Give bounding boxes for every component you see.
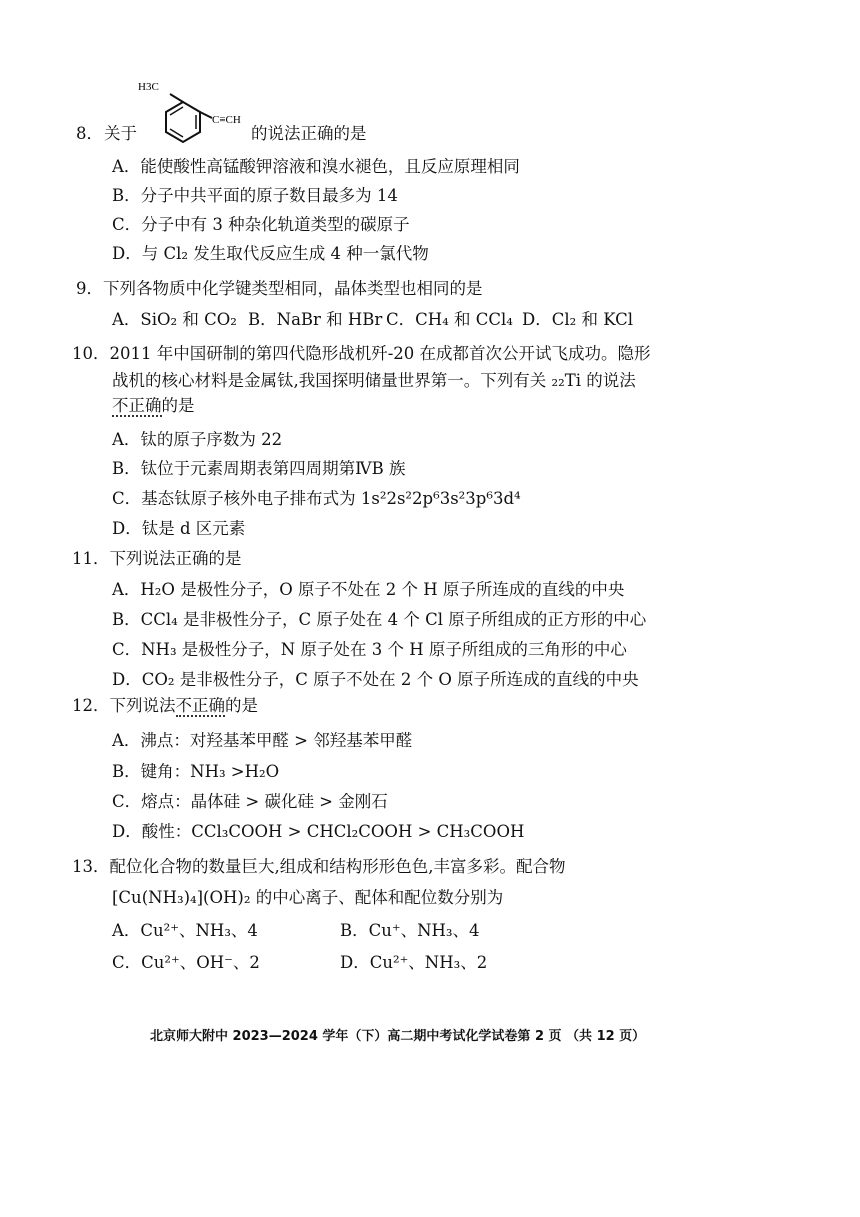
q9-option-d: D．Cl₂ 和 KCl xyxy=(522,310,634,329)
q8-number: 8． xyxy=(76,124,103,143)
q8-alkyne-label: C≡CH xyxy=(212,114,241,126)
q10-option-c: C．基态钛原子核外电子排布式为 1s²2s²2p⁶3s²3p⁶3d⁴ xyxy=(112,489,521,508)
q12-negation-emphasis: 不正确 xyxy=(175,696,225,715)
page-footer: 北京师大附中 2023—2024 学年（下）高二期中考试化学试卷第 2 页 （共 12 页） xyxy=(150,1029,646,1044)
q10-option-d: D．钛是 d 区元素 xyxy=(112,519,246,538)
q10-stem-line1: 10．2011 年中国研制的第四代隐形战机歼-20 在成都首次公开试飞成功。隐形 xyxy=(72,344,651,363)
methyl-bond xyxy=(170,94,183,102)
q12-option-c: C．熔点：晶体硅 > 碳化硅 > 金刚石 xyxy=(112,792,388,811)
q12-option-b: B．键角：NH₃ >H₂O xyxy=(112,762,280,781)
q8-option-a: A．能使酸性高锰酸钾溶液和溴水褪色，且反应原理相同 xyxy=(112,157,520,176)
q8-option-d: D．与 Cl₂ 发生取代反应生成 4 种一氯代物 xyxy=(112,244,429,263)
q10-option-a: A．钛的原子序数为 22 xyxy=(112,430,283,449)
q13-option-d: D．Cu²⁺、NH₃、2 xyxy=(340,953,488,972)
q10-stem-line2: 战机的核心材料是金属钛,我国探明储量世界第一。下列有关 ₂₂Ti 的说法 xyxy=(112,371,636,390)
q8-stem-post: 的说法正确的是 xyxy=(251,124,367,143)
q9-stem: 9．下列各物质中化学键类型相同，晶体类型也相同的是 xyxy=(76,279,483,298)
q12-option-d: D．酸性：CCl₃COOH > CHCl₂COOH > CH₃COOH xyxy=(112,822,525,841)
q11-option-a: A．H₂O 是极性分子，O 原子不处在 2 个 H 原子所连成的直线的中央 xyxy=(112,580,625,599)
q13-stem-line2: [Cu(NH₃)₄](OH)₂ 的中心离子、配体和配位数分别为 xyxy=(112,888,504,907)
q12-stem: 12．下列说法不正确的是 xyxy=(72,696,258,715)
q12-option-a: A．沸点：对羟基苯甲醛 > 邻羟基苯甲醛 xyxy=(112,731,413,750)
q9-option-c: C．CH₄ 和 CCl₄ xyxy=(386,310,513,329)
alkyne-bond xyxy=(200,112,212,118)
q9-option-b: B．NaBr 和 HBr xyxy=(248,310,383,329)
q11-option-c: C．NH₃ 是极性分子，N 原子处在 3 个 H 原子所组成的三角形的中心 xyxy=(112,640,627,659)
q8-option-b: B．分子中共平面的原子数目最多为 14 xyxy=(112,186,398,205)
q8-stem-pre: 关于 xyxy=(104,124,137,143)
q13-option-c: C．Cu²⁺、OH⁻、2 xyxy=(112,953,260,972)
q13-stem-line1: 13．配位化合物的数量巨大,组成和结构形形色色,丰富多彩。配合物 xyxy=(72,857,566,876)
q10-option-b: B．钛位于元素周期表第四周期第ⅣB 族 xyxy=(112,459,406,478)
q13-option-b: B．Cu⁺、NH₃、4 xyxy=(340,921,480,940)
q9-option-a: A．SiO₂ 和 CO₂ xyxy=(112,310,237,329)
q11-stem: 11．下列说法正确的是 xyxy=(72,549,242,568)
q10-stem-line3: 不正确的是 xyxy=(112,396,195,415)
q11-option-d: D．CO₂ 是非极性分子，C 原子不处在 2 个 O 原子所连成的直线的中央 xyxy=(112,670,639,689)
q13-option-a: A．Cu²⁺、NH₃、4 xyxy=(112,921,258,940)
q8-molecule-structure xyxy=(128,74,258,144)
q11-option-b: B．CCl₄ 是非极性分子，C 原子处在 4 个 Cl 原子所组成的正方形的中心 xyxy=(112,610,647,629)
q10-negation-emphasis: 不正确 xyxy=(112,396,162,415)
q8-methyl-label: H3C xyxy=(138,81,159,93)
q8-option-c: C．分子中有 3 种杂化轨道类型的碳原子 xyxy=(112,215,410,234)
benzene-ring xyxy=(166,102,200,142)
